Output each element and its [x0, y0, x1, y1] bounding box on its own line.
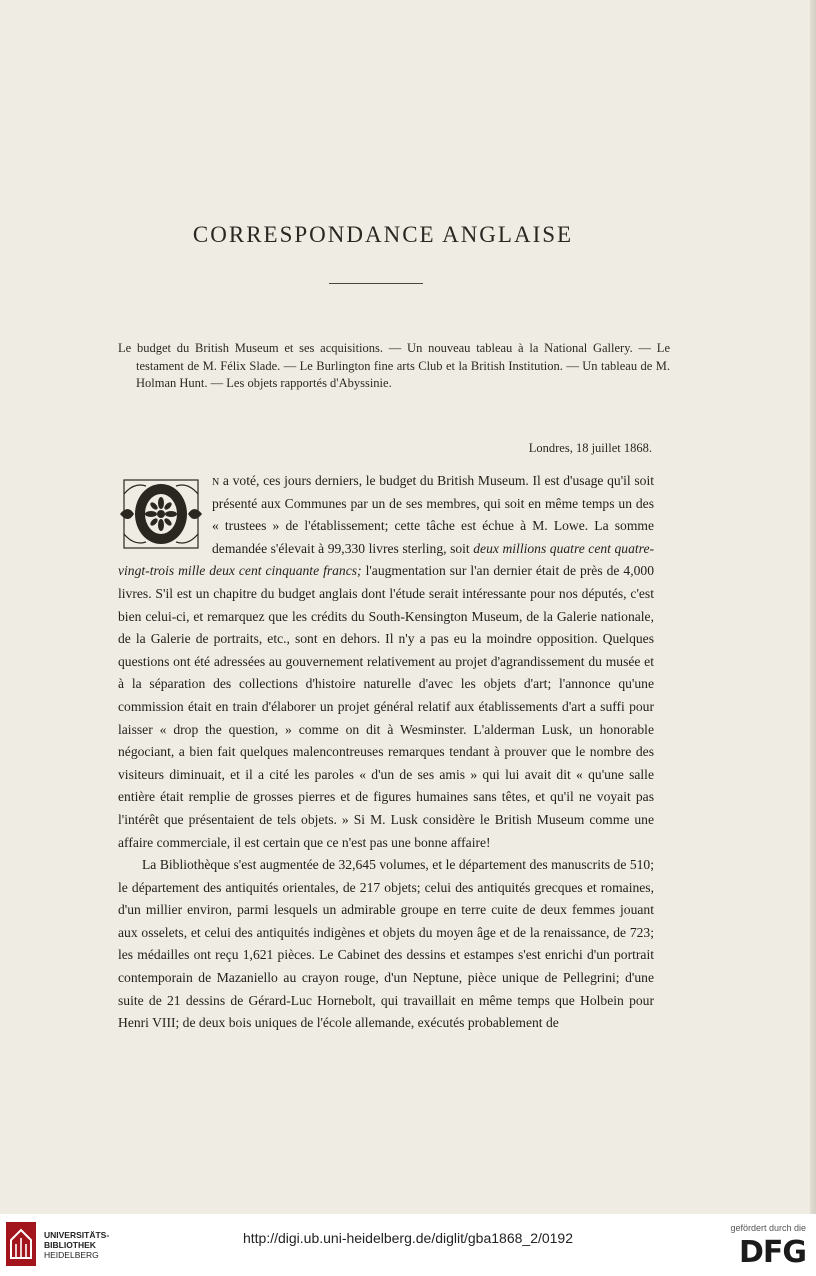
title-divider	[329, 283, 423, 284]
paragraph-1-part-a: a voté, ces jours derniers, le budget du British Museum. Il est d'usage qu'il soit présenté aux Communes par un de ses membres, qui soit en même temps un des « trustees » de l'établissement; cette tâche est échue à M. Lowe. La somme demandée s'élevait à 99,330 livres sterling, soit	[212, 473, 654, 556]
permalink-url[interactable]: http://digi.ub.uni-heidelberg.de/diglit/gba1868_2/0192	[242, 1230, 574, 1246]
article-summary: Le budget du British Museum et ses acquisitions. — Un nouveau tableau à la National Gallery. — Le testament de M. Félix Slade. — Le Burlington fine arts Club et la British Institution. — Un tableau de M. Holman Hunt. — Les objets rapportés d'Abyssinie.	[118, 341, 670, 390]
library-line-2: BIBLIOTHEK	[44, 1240, 96, 1250]
library-line-1: UNIVERSITÄTS-	[44, 1230, 110, 1240]
article-title: CORRESPONDANCE ANGLAISE	[192, 222, 574, 247]
ornamental-initial-o-icon	[118, 474, 204, 554]
page-edge	[810, 0, 816, 1214]
dateline: Londres, 18 juillet 1868.	[528, 441, 652, 455]
library-line-3: HEIDELBERG	[44, 1250, 99, 1260]
paragraph-1-italic: deux millions quatre cent quatre-vingt-trois mille deux cent cinquante francs;	[118, 540, 654, 579]
paragraph-2: La Bibliothèque s'est augmentée de 32,645 volumes, et le département des manuscrits de 510; le département des antiquités orientales, de 217 objets; celui des antiquités grecques et romaines, d'un millier environ, parmi lesquels un admirable groupe en terre cuite de deux femmes jouant aux osselets, et celui des antiquités indigènes et objets du moyen âge et de la renaissance, de 723; les médailles ont reçu 1,621 pièces. Le Cabinet des dessins et estampes s'est enrichi d'un portrait contemporain de Mazaniello au crayon rouge, d'un Neptune, pièce unique de Pellegrini; d'une suite de 21 dessins de Gérard-Luc Hornebolt, qui travaillait en même temps que Holbein pour Henri VIII; de deux bois uniques de l'école allemande, exécutés probablement de	[118, 857, 654, 1031]
paragraph-1	[118, 470, 654, 854]
funding-caption: gefördert durch die	[730, 1223, 806, 1233]
ornamental-initial	[118, 474, 204, 554]
paragraph-1-part-b: l'augmentation sur l'an dernier était de près de 4,000 livres. S'il est un chapitre du budget anglais dont l'étude serait intéressante pour nos députés, c'est bien celui-ci, et remarquez que les crédits du South-Kensington Museum, de la Galerie nationale, de la Galerie de portraits, etc., sont en dehors. Il n'y a pas eu la moindre opposition. Quelques questions ont été adressées au gouvernement relativement au projet d'agrandissement du musée et à la séparation des collections d'histoire naturelle d'avec les objets d'art; l'annonce qu'une commission était en train d'élaborer un projet général relatif aux établissements d'art a suffi pour laisser « drop the question, » comme on dit à Wesminster. L'alderman Lusk, un honorable négociant, a bien fait quelques malencontreuses remarques tendant à prouver que le nombre des visiteurs diminuait, et il a cité les paroles « d'un de ses amis » qui lui avait dit « qu'une salle entière était remplie de grosses pierres et de figures humaines sans têtes, et qu'il ne voyait pas l'intérêt que présentaient de tels objets. » Si M. Lusk considère le British Museum comme une affaire commerciale, il est certain que ce n'est pas une bonne affaire!	[118, 563, 654, 850]
opening-word: n	[212, 473, 220, 488]
article-body	[118, 470, 654, 1035]
svg-text:O: O	[161, 552, 162, 553]
dfg-logo[interactable]: DFG	[738, 1235, 806, 1270]
